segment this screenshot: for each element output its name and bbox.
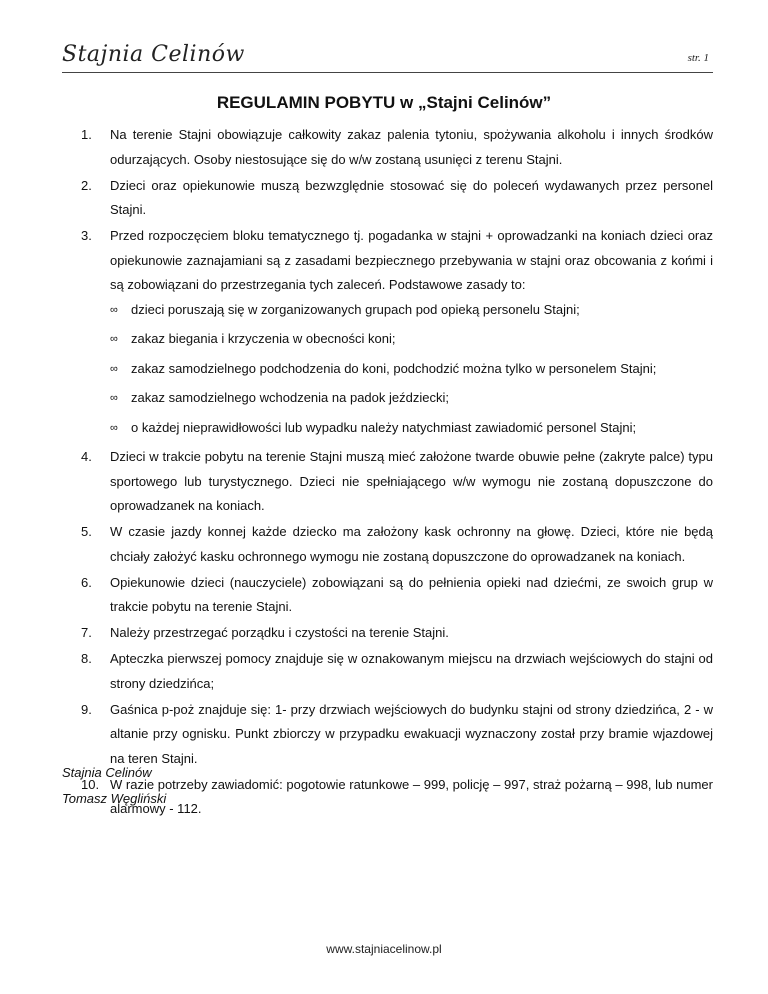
bullet-item bbox=[110, 416, 713, 441]
rule-item bbox=[81, 698, 713, 772]
rule-text: W razie potrzeby zawiadomić: pogotowie ratunkowe – 999, policję – 997, straż pożarną – 998, lub numer alarmowy - 112. bbox=[110, 776, 713, 816]
infinity-bullet-icon: ∞ bbox=[110, 392, 118, 404]
bullet-text: zakaz samodzielnego podchodzenia do koni, podchodzić można tylko w personelem Stajni; bbox=[131, 360, 657, 376]
page-header bbox=[62, 40, 713, 73]
infinity-bullet-icon: ∞ bbox=[110, 333, 118, 345]
rule-item bbox=[81, 224, 713, 440]
rule-number: 8. bbox=[81, 651, 92, 666]
bullet-text: zakaz biegania i krzyczenia w obecności koni; bbox=[131, 331, 396, 346]
rule-item bbox=[81, 445, 713, 519]
rule-text: Dzieci oraz opiekunowie muszą bezwzględnie stosować się do poleceń wydawanych przez personel Stajni. bbox=[110, 177, 713, 217]
rules-content bbox=[81, 123, 713, 823]
rule-number: 10. bbox=[81, 776, 100, 792]
bullet-text: o każdej nieprawidłowości lub wypadku należy natychmiast zawiadomić personel Stajni; bbox=[131, 419, 637, 435]
rule-item bbox=[81, 123, 713, 172]
rule-text: Przed rozpoczęciem bloku tematycznego tj. pogadanka w stajni + oprowadzanki na koniach dzieci oraz opiekunowie zaznajamiani są z zasadami bezpiecznego przebywania w stajni oraz obcowania z końmi i są zobowiązani do przestrzegania tych zaleceń. Podstawowe zasady to: bbox=[110, 228, 713, 292]
rule-number: 9. bbox=[81, 701, 92, 717]
rule-text: Dzieci w trakcie pobytu na terenie Stajni muszą mieć założone twarde obuwie pełne (zakryte palce) typu sportowego lub turystycznego. Dzieci nie spełniającego w/w wymogu nie zostaną dopuszczone do oprowadzanek na koniach. bbox=[110, 449, 713, 513]
rule-text: Opiekunowie dzieci (nauczyciele) zobowiązani są do pełnienia opieki nad dziećmi, ze swoich grup w trakcie pobytu na terenie Stajni. bbox=[110, 574, 713, 614]
rule-text: W czasie jazdy konnej każde dziecko ma założony kask ochronny na głowę. Dzieci, które nie będą chciały założyć kasku ochronnego wymogu nie zostaną dopuszczone do oprowadzanek na koniach. bbox=[110, 524, 713, 564]
rule-number: 5. bbox=[81, 524, 92, 539]
bullet-item bbox=[110, 298, 713, 323]
signature bbox=[62, 760, 166, 812]
bullet-item bbox=[110, 327, 713, 352]
rule-number: 2. bbox=[81, 177, 92, 193]
bullet-text: zakaz samodzielnego wchodzenia na padok jeździecki; bbox=[131, 390, 449, 405]
rule-item bbox=[81, 174, 713, 223]
rule-text: Apteczka pierwszej pomocy znajduje się w oznakowanym miejscu na drzwiach wejściowych do stajni od strony dziedzińca; bbox=[110, 651, 713, 691]
infinity-bullet-icon: ∞ bbox=[110, 303, 118, 316]
page-number: str. 1 bbox=[687, 52, 709, 64]
rule-number: 3. bbox=[81, 228, 92, 243]
rule-item bbox=[81, 647, 713, 696]
basic-rules-list bbox=[110, 298, 713, 441]
signature-organization: Stajnia Celinów bbox=[62, 765, 152, 780]
rule-number: 7. bbox=[81, 625, 92, 640]
rule-text: Należy przestrzegać porządku i czystości na terenie Stajni. bbox=[110, 625, 449, 640]
rules-list bbox=[81, 123, 713, 822]
bullet-item bbox=[110, 386, 713, 411]
rule-number: 4. bbox=[81, 449, 92, 464]
bullet-item bbox=[110, 357, 713, 382]
rule-item bbox=[81, 621, 713, 646]
document-title: REGULAMIN POBYTU w „Stajni Celinów” bbox=[216, 93, 552, 112]
rule-item bbox=[81, 520, 713, 569]
rule-text: Gaśnica p-poż znajduje się: 1- przy drzwiach wejściowych do budynku stajni od strony dziedzińca, 2 - w altanie przy ognisku. Punkt zbiorczy w przypadku ewakuacji wyznaczony został przy bramie wjazdowej na teren Stajni. bbox=[110, 701, 713, 766]
footer-website: www.stajniacelinow.pl bbox=[326, 942, 442, 956]
rule-item bbox=[81, 773, 713, 822]
rule-number: 1. bbox=[81, 127, 92, 142]
rule-item bbox=[81, 571, 713, 620]
infinity-bullet-icon: ∞ bbox=[110, 362, 118, 375]
signature-person: Tomasz Węgliński bbox=[62, 791, 167, 806]
rule-number: 6. bbox=[81, 574, 92, 590]
infinity-bullet-icon: ∞ bbox=[110, 421, 118, 434]
brand-logo: Stajnia Celinów bbox=[62, 42, 245, 67]
bullet-text: dzieci poruszają się w zorganizowanych grupach pod opieką personelu Stajni; bbox=[131, 301, 580, 317]
rule-text: Na terenie Stajni obowiązuje całkowity zakaz palenia tytoniu, spożywania alkoholu i innych środków odurzających. Osoby niestosujące się do w/w zostaną usunięci z terenu Stajni. bbox=[110, 127, 713, 167]
